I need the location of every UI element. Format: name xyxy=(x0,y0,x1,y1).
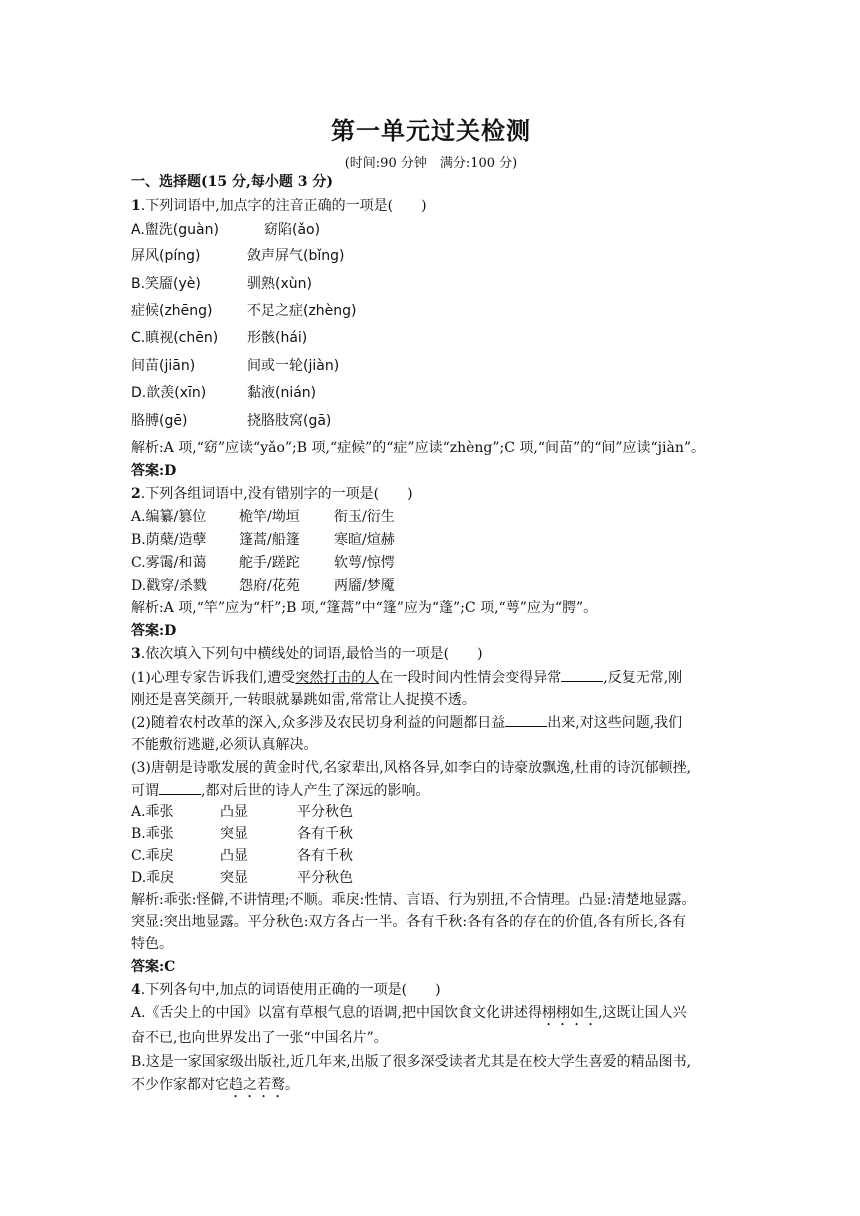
q1-option-a-line2: 屏风(píng) 敛声屏气(bǐng) xyxy=(131,248,345,264)
section-heading: 一、选择题(15 分,每小题 3 分) xyxy=(131,174,333,190)
q1-option-a-line1: A.盥洗(guàn) 窈陷(ǎo) xyxy=(131,222,321,238)
q3-option-c: C.乖戾 凸显 各有千秋 xyxy=(131,848,353,864)
q3-option-a: A.乖张 凸显 平分秋色 xyxy=(131,804,353,820)
q3-sentence-2-line2: 不能敷衍逃避,必须认真解决。 xyxy=(131,737,318,753)
q1-option-d-line2: 胳膊(gē) 挠胳肢窝(gā) xyxy=(131,413,332,429)
fill-blank xyxy=(561,667,603,682)
q3-analysis-line3: 特色。 xyxy=(131,936,173,952)
q4-option-b-line2: 不少作家都对它趋之若鹜。 xyxy=(131,1077,299,1093)
q2-option-c: C.雾霭/和蔼 舵手/蹉跎 软萼/惊愕 xyxy=(131,555,395,571)
q3-analysis-line2: 突显:突出地显露。平分秋色:双方各占一半。各有千秋:各有各的存在的价值,各有所长,各有 xyxy=(131,914,687,930)
q4-option-a-line2: 奋不已,也向世界发出了一张“中国名片”。 xyxy=(131,1030,388,1046)
question-1-stem: 1.下列词语中,加点字的注音正确的一项是( ) xyxy=(131,198,427,214)
q3-option-d: D.乖戾 突显 平分秋色 xyxy=(131,870,353,886)
q1-option-c-line2: 间苗(jiān) 间或一轮(jiàn) xyxy=(131,358,340,374)
q3-option-b: B.乖张 突显 各有千秋 xyxy=(131,826,353,842)
q1-option-c-line1: C.瞋视(chēn) 形骸(hái) xyxy=(131,330,308,346)
q3-sentence-3-line1: (3)唐朝是诗歌发展的黄金时代,名家辈出,风格各异,如李白的诗豪放飘逸,杜甫的诗沉郁顿挫, xyxy=(131,760,692,776)
fill-blank xyxy=(159,780,201,795)
question-2-stem: 2.下列各组词语中,没有错别字的一项是( ) xyxy=(131,486,413,502)
q1-answer: 答案:D xyxy=(131,463,177,479)
q1-option-b-line1: B.笑靥(yè) 驯熟(xùn) xyxy=(131,276,312,292)
q3-sentence-3-line2: 可谓 ,都对后世的诗人产生了深远的影响。 xyxy=(131,780,429,801)
q1-analysis: 解析:A 项,“窈”应读“yǎo”;B 项,“症候”的“症”应读“zhèng”;C 项,“间苗”的“间”应读“jiàn”。 xyxy=(131,440,705,456)
q4-option-b-line1: B.这是一家国家级出版社,近几年来,出版了很多深受读者尤其是在校大学生喜爱的精品图书, xyxy=(131,1054,692,1070)
q3-sentence-2-line1: (2)随着农村改革的深入,众多涉及农民切身利益的问题都日益 出来,对这些问题,我们 xyxy=(131,712,682,733)
q4-option-a-line1: A.《舌尖上的中国》以富有草根气息的语调,把中国饮食文化讲述得栩栩如生,这既让国人兴 xyxy=(131,1005,687,1021)
q3-answer: 答案:C xyxy=(131,959,176,975)
q3-sentence-1-line1: (1)心理专家告诉我们,遭受突然打击的人在一段时间内性情会变得异常 ,反复无常,刚 xyxy=(131,667,682,688)
fill-blank xyxy=(505,712,547,727)
q1-option-d-line1: D.歆羡(xīn) 黏液(nián) xyxy=(131,385,317,401)
q3-analysis-line1: 解析:乖张:怪僻,不讲情理;不顺。乖戾:性情、言语、行为别扭,不合情理。凸显:清楚地显露。 xyxy=(131,892,696,908)
question-3-stem: 3.依次填入下列句中横线处的词语,最恰当的一项是( ) xyxy=(131,646,483,662)
q1-option-b-line2: 症候(zhēng) 不足之症(zhèng) xyxy=(131,303,357,319)
page-title: 第一单元过关检测 xyxy=(331,117,531,145)
q2-answer: 答案:D xyxy=(131,623,177,639)
q2-option-a: A.编纂/篡位 桅竿/坳垣 衔玉/衍生 xyxy=(131,509,395,525)
question-4-stem: 4.下列各句中,加点的词语使用正确的一项是( ) xyxy=(131,982,441,998)
q2-analysis: 解析:A 项,“竿”应为“杆”;B 项,“篷蒿”中“篷”应为“蓬”;C 项,“萼”应为“腭”。 xyxy=(131,600,598,616)
q3-sentence-1-line2: 刚还是喜笑颜开,一转眼就暴跳如雷,常常让人捉摸不透。 xyxy=(131,692,476,708)
dotted-phrase: 趋之若鹜 xyxy=(229,1077,285,1093)
dotted-phrase: 栩栩如生 xyxy=(542,1005,599,1021)
page-subtitle: (时间:90 分钟 满分:100 分) xyxy=(344,156,518,171)
q2-option-d: D.戳穿/杀戮 怨府/花苑 两靥/梦魇 xyxy=(131,578,395,594)
q2-option-b: B.荫蘖/造孽 篷蒿/船篷 寒暄/煊赫 xyxy=(131,532,395,548)
